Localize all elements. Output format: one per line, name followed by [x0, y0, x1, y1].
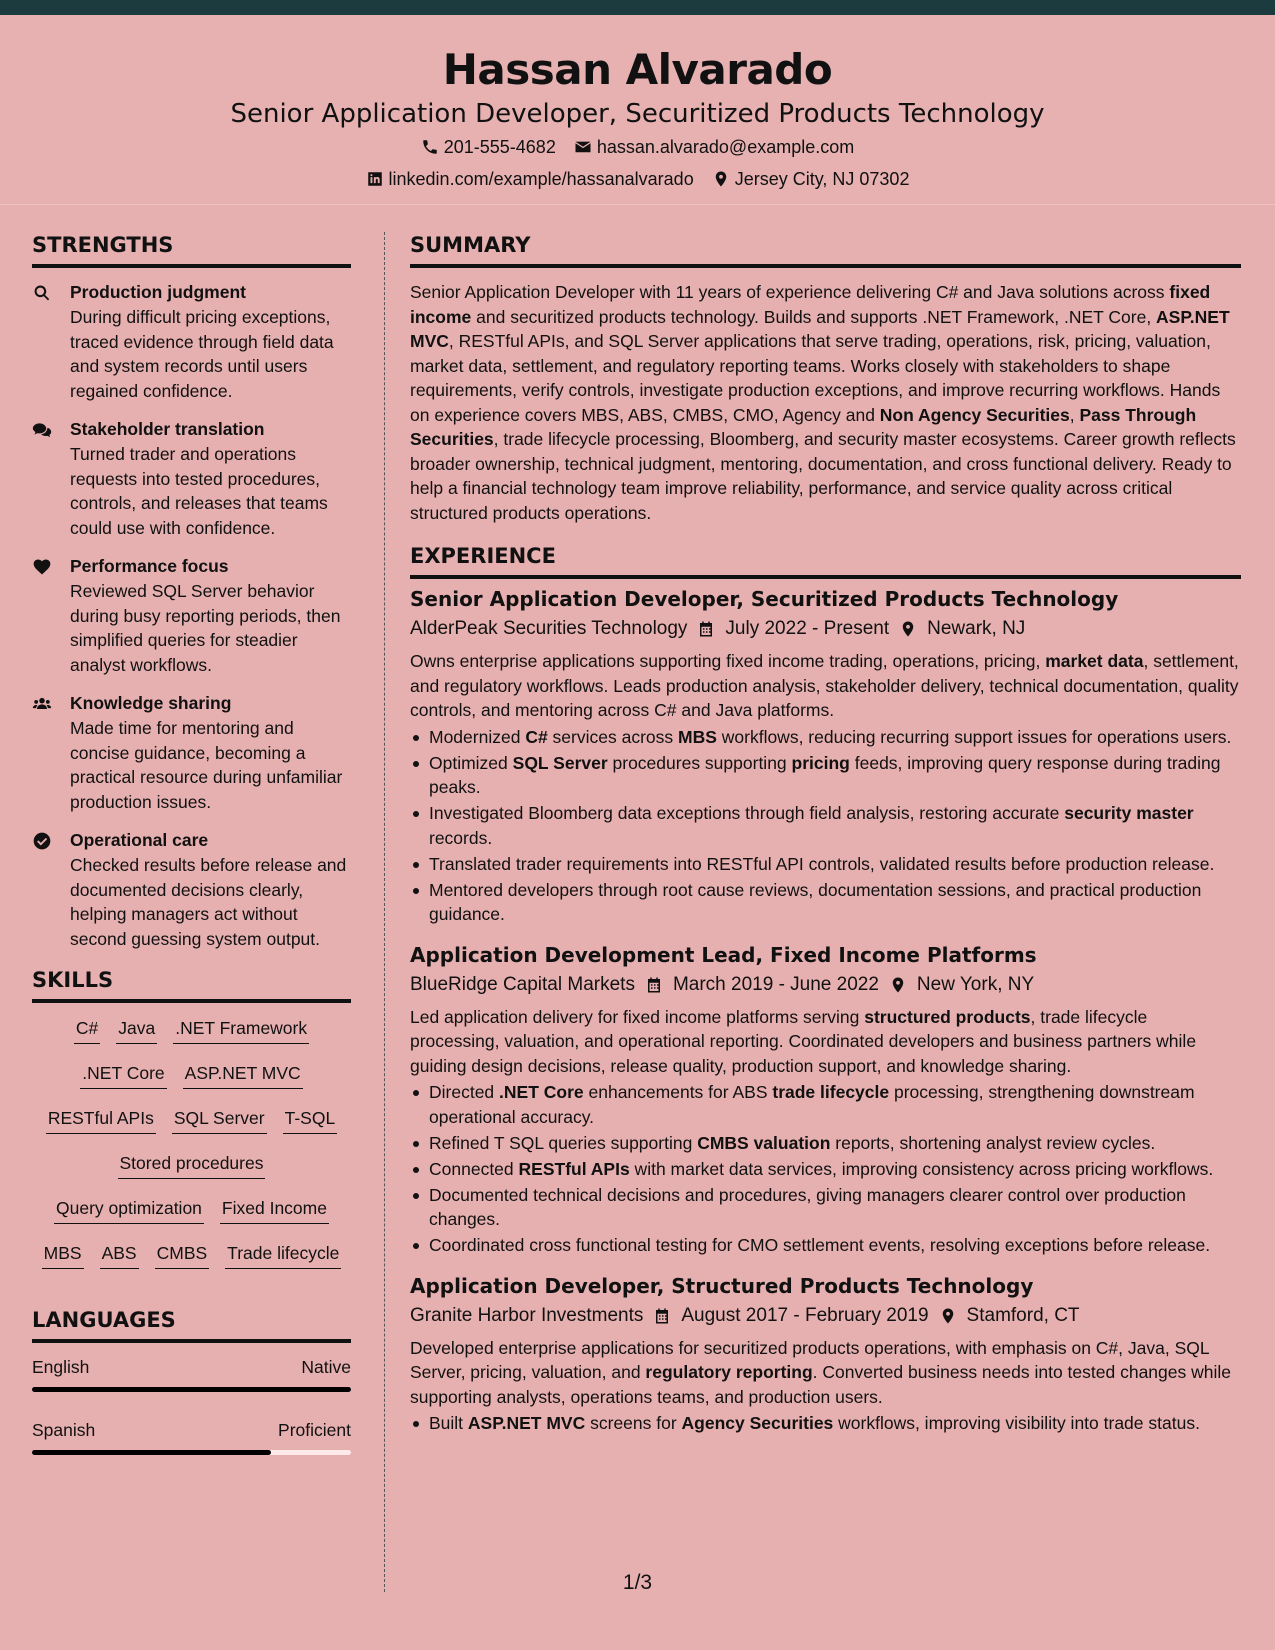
- job-dates: July 2022 - Present: [725, 618, 890, 639]
- candidate-name: Hassan Alvarado: [442, 45, 833, 94]
- skill-row: [32, 1105, 351, 1150]
- calendar-icon: [653, 1307, 671, 1325]
- skill-tag: T-SQL: [283, 1105, 338, 1134]
- map-pin-icon: [899, 620, 917, 638]
- language-name: English: [32, 1357, 90, 1377]
- comments-icon: [32, 417, 60, 540]
- skill-tag: Fixed Income: [220, 1195, 329, 1224]
- job-entry: [410, 585, 1241, 927]
- skill-tag: SQL Server: [172, 1105, 267, 1134]
- experience-heading: EXPERIENCE: [410, 541, 1241, 579]
- job-bullet: Coordinated cross functional testing for CMO settlement events, resolving exceptions before release.: [410, 1233, 1241, 1258]
- job-bullet: Documented technical decisions and procedures, giving managers clearer control over production changes.: [410, 1183, 1241, 1232]
- language-proficiency-bar: [32, 1450, 351, 1455]
- experience-list: [410, 585, 1241, 1436]
- job-bullet: Investigated Bloomberg data exceptions through field analysis, restoring accurate security master records.: [410, 801, 1241, 850]
- job-bullet: Directed .NET Core enhancements for ABS trade lifecycle processing, strengthening downstream operational accuracy.: [410, 1080, 1241, 1129]
- job-description: Owns enterprise applications supporting fixed income trading, operations, pricing, market data, settlement, and regulatory workflows. Leads production analysis, stakeholder delivery, technical documentation, quality controls, and mentoring across C# and Java platforms.: [410, 651, 1239, 720]
- email-text[interactable]: hassan.alvarado@example.com: [596, 137, 855, 157]
- job-company: AlderPeak Securities Technology: [410, 618, 688, 639]
- strength-desc: Made time for mentoring and concise guidance, becoming a practical resource during unfamiliar production issues.: [70, 718, 343, 812]
- skill-tag: Query optimization: [54, 1195, 204, 1224]
- linkedin-item: [366, 163, 694, 195]
- location-text: Jersey City, NJ 07302: [734, 169, 910, 189]
- job-meta: [410, 613, 1241, 645]
- job-meta: [410, 1300, 1241, 1332]
- heart-icon: [32, 554, 60, 677]
- right-column: [410, 230, 1241, 1450]
- phone-item: [421, 131, 556, 163]
- job-company: Granite Harbor Investments: [410, 1304, 644, 1326]
- resume-header: [0, 15, 1275, 205]
- strength-name: Operational care: [70, 830, 209, 850]
- strength-name: Production judgment: [70, 282, 246, 302]
- page-number: 1/3: [622, 1571, 653, 1594]
- linkedin-icon: [366, 170, 384, 188]
- top-accent-bar: [0, 0, 1275, 15]
- strength-desc: Checked results before release and documented decisions clearly, helping managers act without second guessing system output.: [70, 855, 347, 949]
- calendar-icon: [645, 976, 663, 994]
- job-title: Application Developer, Structured Products Technology: [410, 1273, 1034, 1298]
- language-row: [32, 1418, 351, 1442]
- location-item: [712, 163, 910, 195]
- job-location: Newark, NJ: [927, 618, 1026, 639]
- job-location: Stamford, CT: [966, 1304, 1080, 1326]
- calendar-icon: [697, 620, 715, 638]
- skill-tag: RESTful APIs: [46, 1105, 156, 1134]
- job-dates: March 2019 - June 2022: [672, 973, 879, 995]
- job-bullet: Modernized C# services across MBS workflows, reducing recurring support issues for operations users.: [410, 725, 1241, 750]
- column-divider: [384, 232, 385, 1592]
- languages-list: [32, 1355, 351, 1455]
- job-bullet: Optimized SQL Server procedures supporting pricing feeds, improving query response during trading peaks.: [410, 751, 1241, 800]
- strength-item: [32, 417, 351, 540]
- users-icon: [32, 691, 60, 814]
- map-pin-icon: [889, 976, 907, 994]
- strengths-heading: STRENGTHS: [32, 230, 351, 268]
- skill-row: [32, 1015, 351, 1060]
- left-column: [32, 230, 351, 1481]
- strength-desc: During difficult pricing exceptions, traced evidence through field data and system records until users regained confidence.: [70, 307, 334, 401]
- contact-row-1: [0, 131, 1275, 163]
- phone-text[interactable]: 201-555-4682: [443, 137, 556, 157]
- summary-heading: SUMMARY: [410, 230, 1241, 268]
- skill-tag: Java: [116, 1015, 157, 1044]
- envelope-icon: [574, 138, 592, 156]
- job-bullet: Mentored developers through root cause reviews, documentation sessions, and practical production guidance.: [410, 878, 1241, 927]
- skill-row: [32, 1240, 351, 1285]
- job-title: Application Development Lead, Fixed Income Platforms: [410, 942, 1037, 967]
- summary-text: Senior Application Developer with 11 years of experience delivering C# and Java solutions across fixed income and securitized products technology. Builds and supports .NET Framework, .NET Core, ASP.NET MVC, RESTful APIs, and SQL Server applications that serve trading, operations, risk, pricing, valuation, market data, settlement, and regulatory reporting teams. Works closely with stakeholders to shape requirements, verify controls, investigate production exceptions, and improve recurring workflows. Hands on experience covers MBS, ABS, CMBS, CMO, Agency and Non Agency Securities, Pass Through Securities, trade lifecycle processing, Bloomberg, and security master ecosystems. Career growth reflects broader ownership, technical judgment, mentoring, documentation, and cross functional delivery. Ready to help a financial technology team improve reliability, performance, and service quality across critical structured products operations.: [410, 282, 1236, 523]
- strength-name: Stakeholder translation: [70, 419, 265, 439]
- skill-tag: .NET Framework: [173, 1015, 309, 1044]
- skill-tag: .NET Core: [80, 1060, 166, 1089]
- search-icon: [32, 280, 60, 403]
- job-dates: August 2017 - February 2019: [681, 1304, 929, 1326]
- language-row: [32, 1355, 351, 1379]
- skill-tag: C#: [74, 1015, 100, 1044]
- skills-heading: SKILLS: [32, 965, 351, 1003]
- strength-item: [32, 691, 351, 814]
- map-pin-icon: [712, 170, 730, 188]
- language-level: Proficient: [278, 1420, 351, 1440]
- job-bullet: Translated trader requirements into RESTful API controls, validated results before production release.: [410, 852, 1241, 877]
- language-proficiency-fill: [32, 1450, 271, 1455]
- strength-name: Knowledge sharing: [70, 693, 232, 713]
- job-bullets: [410, 725, 1241, 927]
- strength-desc: Turned trader and operations requests into tested procedures, controls, and releases that teams could use with confidence.: [70, 444, 328, 538]
- job-description: Developed enterprise applications for securitized products operations, with emphasis on C#, Java, SQL Server, pricing, valuation, and regulatory reporting. Converted business needs into tested changes while supporting analysts, operations teams, and production users.: [410, 1337, 1231, 1407]
- job-bullets: [410, 1080, 1241, 1258]
- skill-tag: ASP.NET MVC: [183, 1060, 303, 1089]
- job-description: Led application delivery for fixed income platforms serving structured products, trade lifecycle processing, valuation, and operational reporting. Coordinated developers and business partners while guiding design decisions, release quality, production support, and knowledge sharing.: [410, 1006, 1197, 1076]
- phone-icon: [421, 138, 439, 156]
- strengths-list: [32, 280, 351, 951]
- language-level: Native: [301, 1357, 351, 1377]
- language-proficiency-fill: [32, 1387, 351, 1392]
- job-company: BlueRidge Capital Markets: [410, 973, 635, 995]
- skill-tag: MBS: [42, 1240, 84, 1269]
- contact-row-2: [0, 163, 1275, 195]
- skill-tag: Trade lifecycle: [225, 1240, 341, 1269]
- job-entry: [410, 1272, 1241, 1436]
- linkedin-text[interactable]: linkedin.com/example/hassanalvarado: [388, 169, 694, 189]
- strength-desc: Reviewed SQL Server behavior during busy reporting periods, then simplified queries for steadier analyst workflows.: [70, 581, 341, 675]
- map-pin-icon: [939, 1307, 957, 1325]
- check-circle-icon: [32, 828, 60, 951]
- skill-tag: ABS: [100, 1240, 139, 1269]
- job-bullet: Connected RESTful APIs with market data services, improving consistency across pricing workflows.: [410, 1157, 1241, 1182]
- job-bullet: Refined T SQL queries supporting CMBS valuation reports, shortening analyst review cycles.: [410, 1131, 1241, 1156]
- job-bullet: Built ASP.NET MVC screens for Agency Securities workflows, improving visibility into trade status.: [410, 1411, 1241, 1436]
- strength-item: [32, 280, 351, 403]
- job-title: Senior Application Developer, Securitized Products Technology: [410, 587, 1119, 611]
- skill-row: [32, 1195, 351, 1240]
- languages-heading: LANGUAGES: [32, 1305, 351, 1343]
- skill-tag: Stored procedures: [118, 1150, 266, 1179]
- skill-tag: CMBS: [155, 1240, 210, 1269]
- strength-name: Performance focus: [70, 556, 229, 576]
- strength-item: [32, 828, 351, 951]
- language-proficiency-bar: [32, 1387, 351, 1392]
- skill-row: [32, 1150, 351, 1195]
- skill-row: [32, 1060, 351, 1105]
- job-location: New York, NY: [916, 973, 1035, 995]
- job-bullets: [410, 1411, 1241, 1436]
- strength-item: [32, 554, 351, 677]
- email-item: [574, 131, 854, 163]
- skills-list: [32, 1015, 351, 1285]
- language-name: Spanish: [32, 1420, 96, 1440]
- job-meta: [410, 969, 1241, 1001]
- job-entry: [410, 941, 1241, 1258]
- candidate-title: Senior Application Developer, Securitized Products Technology: [230, 99, 1045, 129]
